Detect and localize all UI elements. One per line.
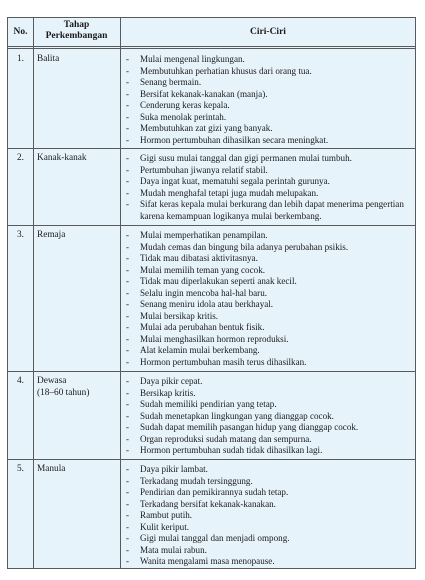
list-item: - Gigi susu mulai tanggal dan gigi permanen mulai tumbuh. (126, 153, 352, 163)
list-item: - Tidak mau diperlakukan seperti anak kecil. (126, 276, 297, 287)
list-item: - Mulai ada perubahan bentuk fisik. (126, 322, 265, 333)
list-item: - Sudah menetapkan lingkungan yang dianggap cocok. (126, 410, 334, 421)
list-item: - Mata mulai rabun. (126, 544, 207, 555)
row-number: 1. (17, 54, 24, 64)
stage-name: Remaja (37, 230, 66, 240)
row-number: 3. (17, 230, 24, 240)
list-item: - Sifat keras kepala mulai berkurang dan lebih dapat menerima pengertian karena kemampuan logikanya mulai berkembang. (126, 199, 404, 221)
list-item: - Mulai mengenal lingkungan. (126, 54, 245, 64)
list-item: - Mulai menghasilkan hormon reproduksi. (126, 333, 289, 344)
list-item: - Hormon pertumbuhan sudah tidak dihasilkan lagi. (126, 445, 323, 456)
traits-list (126, 230, 416, 369)
column-divider (120, 18, 121, 568)
list-item: - Bersifat kekanak-kanakan (manja). (126, 88, 268, 99)
list-item: - Gigi mulai tanggal dan menjadi ompong. (126, 533, 290, 544)
list-item: - Mulai bersikap kritis. (126, 310, 219, 321)
list-item: - Mulai memperhatikan penampilan. (126, 230, 268, 240)
list-item: - Mudah cemas dan bingung bila adanya perubahan psikis. (126, 241, 349, 252)
stage-name: Balita (37, 54, 60, 64)
row-divider (8, 371, 415, 372)
list-item: - Daya pikir lambat. (126, 464, 208, 474)
row-divider (8, 225, 415, 226)
list-item: - Rambut putih. (126, 510, 193, 521)
list-item: - Membutuhkan perhatian khusus dari orang tua. (126, 65, 312, 76)
list-item: - Suka menolak perintah. (126, 111, 227, 122)
list-item: - Alat kelamin mulai berkembang. (126, 345, 260, 356)
list-item: - Terkadang mudah tersinggung. (126, 475, 253, 486)
list-item: - Sudah memiliki pendirian yang tetap. (126, 399, 277, 410)
stage-name: Kanak-kanak (37, 153, 87, 163)
list-item: - Wanita mengalami masa menopause. (126, 556, 275, 567)
column-divider (33, 18, 34, 568)
list-item: - Daya pikir cepat. (126, 376, 203, 386)
traits-list (126, 376, 416, 457)
traits-list (126, 54, 416, 146)
stage-age-range: (18–60 tahun) (37, 387, 90, 398)
traits-list (126, 153, 416, 222)
list-item: - Selalu ingin mencoba hal-hal baru. (126, 287, 268, 298)
header-no: No. (13, 27, 28, 37)
list-item: - Membutuhkan zat gizi yang banyak. (126, 123, 273, 134)
row-divider (8, 148, 415, 149)
list-item: - Hormon pertumbuhan masih terus dihasilkan. (126, 357, 307, 368)
list-item: - Mulai memilih teman yang cocok. (126, 264, 266, 275)
row-number: 5. (17, 464, 24, 474)
traits-list (126, 464, 416, 568)
list-item: - Senang meniru idola atau berkhayal. (126, 299, 274, 310)
list-item: - Bersikap kritis. (126, 387, 196, 398)
list-item: - Organ reproduksi sudah matang dan sempurna. (126, 433, 312, 444)
list-item: - Tidak mau dibatasi aktivitasnya. (126, 253, 258, 264)
list-item: - Pendirian dan pemikirannya sudah tetap. (126, 487, 289, 498)
stage-title: Dewasa (37, 376, 67, 386)
row-divider (8, 46, 415, 47)
list-item: - Sudah dapat memilih pasangan hidup yang dianggap cocok. (126, 422, 359, 433)
list-item: - Terkadang bersifat kekanak-kanakan. (126, 498, 276, 509)
row-divider (8, 459, 415, 460)
row-number: 2. (17, 153, 24, 163)
row-divider (8, 48, 415, 49)
list-item: - Hormon pertumbuhan dihasilkan secara meningkat. (126, 134, 329, 145)
list-item: - Daya ingat kuat, mematuhi segala perintah gurunya. (126, 176, 330, 187)
characteristics-table (7, 17, 416, 569)
list-item: - Senang bermain. (126, 77, 202, 88)
list-item: - Pertumbuhan jiwanya relatif stabil. (126, 164, 268, 175)
list-item: - Mudah menghafal tetapi juga mudah melupakan. (126, 187, 319, 198)
header-stage: Tahap Perkembangan (45, 20, 108, 41)
list-item: - Kulit keriput. (126, 521, 189, 532)
row-number: 4. (17, 376, 24, 386)
stage-name: Manula (37, 464, 66, 474)
stage-name (37, 376, 121, 399)
list-item: - Cenderung keras kepala. (126, 100, 230, 111)
header-traits: Ciri-Ciri (250, 27, 286, 37)
